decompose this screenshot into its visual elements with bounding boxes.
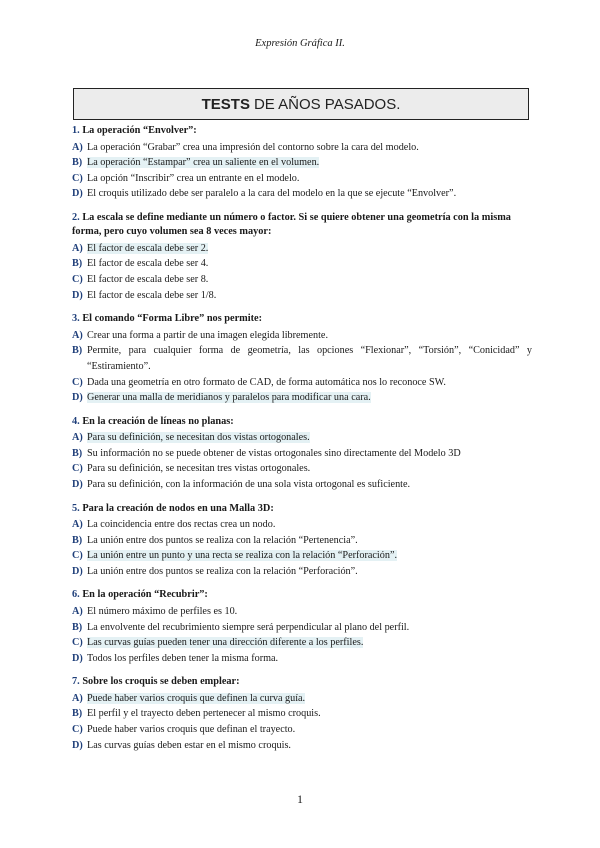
- answer-option: [72, 533, 532, 549]
- option-text: Las curvas guías deben estar en el mismo croquis.: [87, 739, 291, 751]
- question-text: El comando “Forma Libre” nos permite:: [82, 313, 263, 325]
- option-text: Dada una geometría en otro formato de CAD, de forma automática nos lo reconoce SW.: [87, 376, 446, 388]
- option-letter: C): [72, 550, 83, 562]
- option-text: La opción “Inscribir” crea un entrante en el modelo.: [87, 172, 300, 184]
- option-text: Todos los perfiles deben tener la misma forma.: [87, 652, 279, 664]
- answer-option: [72, 548, 532, 564]
- option-letter: C): [72, 172, 83, 184]
- answer-option: [72, 691, 532, 707]
- question-text: La operación “Envolver”:: [82, 125, 197, 136]
- answer-option: [72, 186, 532, 202]
- option-letter: C): [72, 376, 83, 388]
- option-letter: A): [72, 605, 83, 617]
- option-letter: D): [72, 479, 83, 490]
- option-text: Para su definición, se necesitan tres vistas ortogonales.: [87, 463, 311, 475]
- answer-option: [72, 241, 532, 257]
- answer-option: [72, 171, 532, 187]
- option-letter: A): [72, 329, 83, 341]
- answer-option: [72, 390, 532, 406]
- option-text-highlighted: El factor de escala debe ser 2.: [87, 242, 209, 254]
- answer-option: [72, 328, 532, 344]
- answer-option: [72, 140, 532, 156]
- answer-option: [72, 635, 532, 651]
- question-title: [72, 124, 532, 139]
- answer-option: [72, 256, 532, 272]
- option-letter: C): [72, 274, 83, 286]
- question-number: 6.: [72, 589, 80, 601]
- answer-option: [72, 343, 532, 374]
- answer-option: [72, 651, 532, 667]
- question: [72, 588, 532, 666]
- answer-option: [72, 564, 532, 580]
- option-letter: D): [72, 188, 83, 200]
- title-rest: DE AÑOS PASADOS.: [253, 95, 401, 113]
- question: [72, 124, 532, 202]
- option-letter: B): [72, 258, 83, 270]
- option-text: El croquis utilizado debe ser paralelo a la cara del modelo en la que se ejecute “Envolver”.: [87, 188, 457, 200]
- answer-option: [72, 272, 532, 288]
- option-text: La unión entre dos puntos se realiza con la relación “Pertenencia”.: [87, 534, 358, 546]
- option-letter: D): [72, 739, 83, 751]
- question-title: [72, 211, 532, 240]
- question-number: 5.: [72, 502, 80, 514]
- option-letter: A): [72, 432, 83, 444]
- title-bold: TESTS: [201, 95, 250, 113]
- option-letter: B): [72, 708, 83, 720]
- answer-option: [72, 477, 532, 493]
- option-text: Permite, para cualquier forma de geometría, las opciones “Flexionar”, “Torsión”, “Conicidad” y “Estiramiento”.: [87, 345, 532, 372]
- document-title: [73, 88, 529, 120]
- option-letter: B): [72, 345, 83, 357]
- question-text: En la creación de líneas no planas:: [82, 415, 234, 427]
- option-text: El factor de escala debe ser 4.: [87, 258, 209, 270]
- question-title: [72, 675, 532, 690]
- question-number: 7.: [72, 676, 80, 688]
- question-number: 2.: [72, 211, 80, 223]
- option-text: El factor de escala debe ser 8.: [87, 274, 209, 286]
- page-header: Expresión Gráfica II.: [255, 38, 345, 49]
- answer-option: [72, 604, 532, 620]
- answer-option: [72, 738, 532, 754]
- option-text: Puede haber varios croquis que definan el trayecto.: [87, 724, 296, 736]
- questions-list: [72, 124, 532, 762]
- option-text-highlighted: Para su definición, se necesitan dos vistas ortogonales.: [87, 432, 310, 444]
- option-text: La coincidencia entre dos rectas crea un nodo.: [87, 519, 276, 531]
- answer-option: [72, 430, 532, 446]
- question: [72, 502, 532, 580]
- option-letter: A): [72, 692, 83, 704]
- answer-option: [72, 288, 532, 304]
- option-letter: C): [72, 637, 83, 649]
- option-letter: C): [72, 463, 83, 475]
- option-text: La envolvente del recubrimiento siempre será perpendicular al plano del perfil.: [87, 621, 410, 633]
- question-text: En la operación “Recubrir”:: [82, 589, 208, 601]
- answer-option: [72, 461, 532, 477]
- option-letter: D): [72, 289, 83, 301]
- question: [72, 312, 532, 405]
- question: [72, 211, 532, 303]
- option-letter: B): [72, 621, 83, 633]
- option-letter: B): [72, 447, 83, 459]
- page-number: 1: [297, 792, 303, 806]
- option-letter: A): [72, 519, 83, 531]
- question: [72, 415, 532, 493]
- option-text-highlighted: Generar una malla de meridianos y paralelos para modificar una cara.: [87, 392, 371, 404]
- answer-option: [72, 706, 532, 722]
- option-text: La unión entre dos puntos se realiza con la relación “Perforación”.: [87, 565, 358, 577]
- question-number: 3.: [72, 313, 80, 325]
- answer-option: [72, 517, 532, 533]
- answer-option: [72, 155, 532, 171]
- question-text: Para la creación de nodos en una Malla 3D:: [82, 502, 274, 514]
- option-letter: B): [72, 157, 83, 169]
- option-text: El perfil y el trayecto deben pertenecer al mismo croquis.: [87, 708, 321, 720]
- question-text: Sobre los croquis se deben emplear:: [82, 676, 240, 688]
- question-title: [72, 502, 532, 517]
- answer-option: [72, 446, 532, 462]
- question-number: 1.: [72, 125, 80, 136]
- question-title: [72, 415, 532, 430]
- option-text: Su información no se puede obtener de vistas ortogonales sino directamente del Modelo 3D: [87, 447, 461, 459]
- option-text: El número máximo de perfiles es 10.: [87, 605, 238, 617]
- question: [72, 675, 532, 753]
- option-text: El factor de escala debe ser 1/8.: [87, 289, 217, 301]
- option-letter: B): [72, 534, 83, 546]
- option-text-highlighted: La unión entre un punto y una recta se realiza con la relación “Perforación”.: [87, 550, 398, 562]
- option-text-highlighted: Puede haber varios croquis que definen la curva guía.: [87, 692, 306, 704]
- option-letter: D): [72, 392, 83, 404]
- option-letter: C): [72, 724, 83, 736]
- option-text: Para su definición, con la información de una sola vista ortogonal es suficiente.: [87, 479, 411, 490]
- option-text-highlighted: Las curvas guías pueden tener una dirección diferente a los perfiles.: [87, 637, 364, 649]
- option-letter: D): [72, 565, 83, 577]
- question-number: 4.: [72, 415, 80, 427]
- question-text: La escala se define mediante un número o factor. Si se quiere obtener una geometría con la misma forma, pero cuyo volumen sea 8 veces mayor:: [72, 211, 511, 238]
- option-text-highlighted: La operación “Estampar” crea un saliente en el volumen.: [87, 157, 320, 169]
- question-title: [72, 588, 532, 603]
- answer-option: [72, 375, 532, 391]
- answer-option: [72, 722, 532, 738]
- option-letter: A): [72, 242, 83, 254]
- option-text: La operación “Grabar” crea una impresión del contorno sobre la cara del modelo.: [87, 141, 419, 153]
- answer-option: [72, 620, 532, 636]
- option-letter: D): [72, 652, 83, 664]
- question-title: [72, 312, 532, 327]
- option-text: Crear una forma a partir de una imagen elegida libremente.: [87, 329, 328, 341]
- option-letter: A): [72, 141, 83, 153]
